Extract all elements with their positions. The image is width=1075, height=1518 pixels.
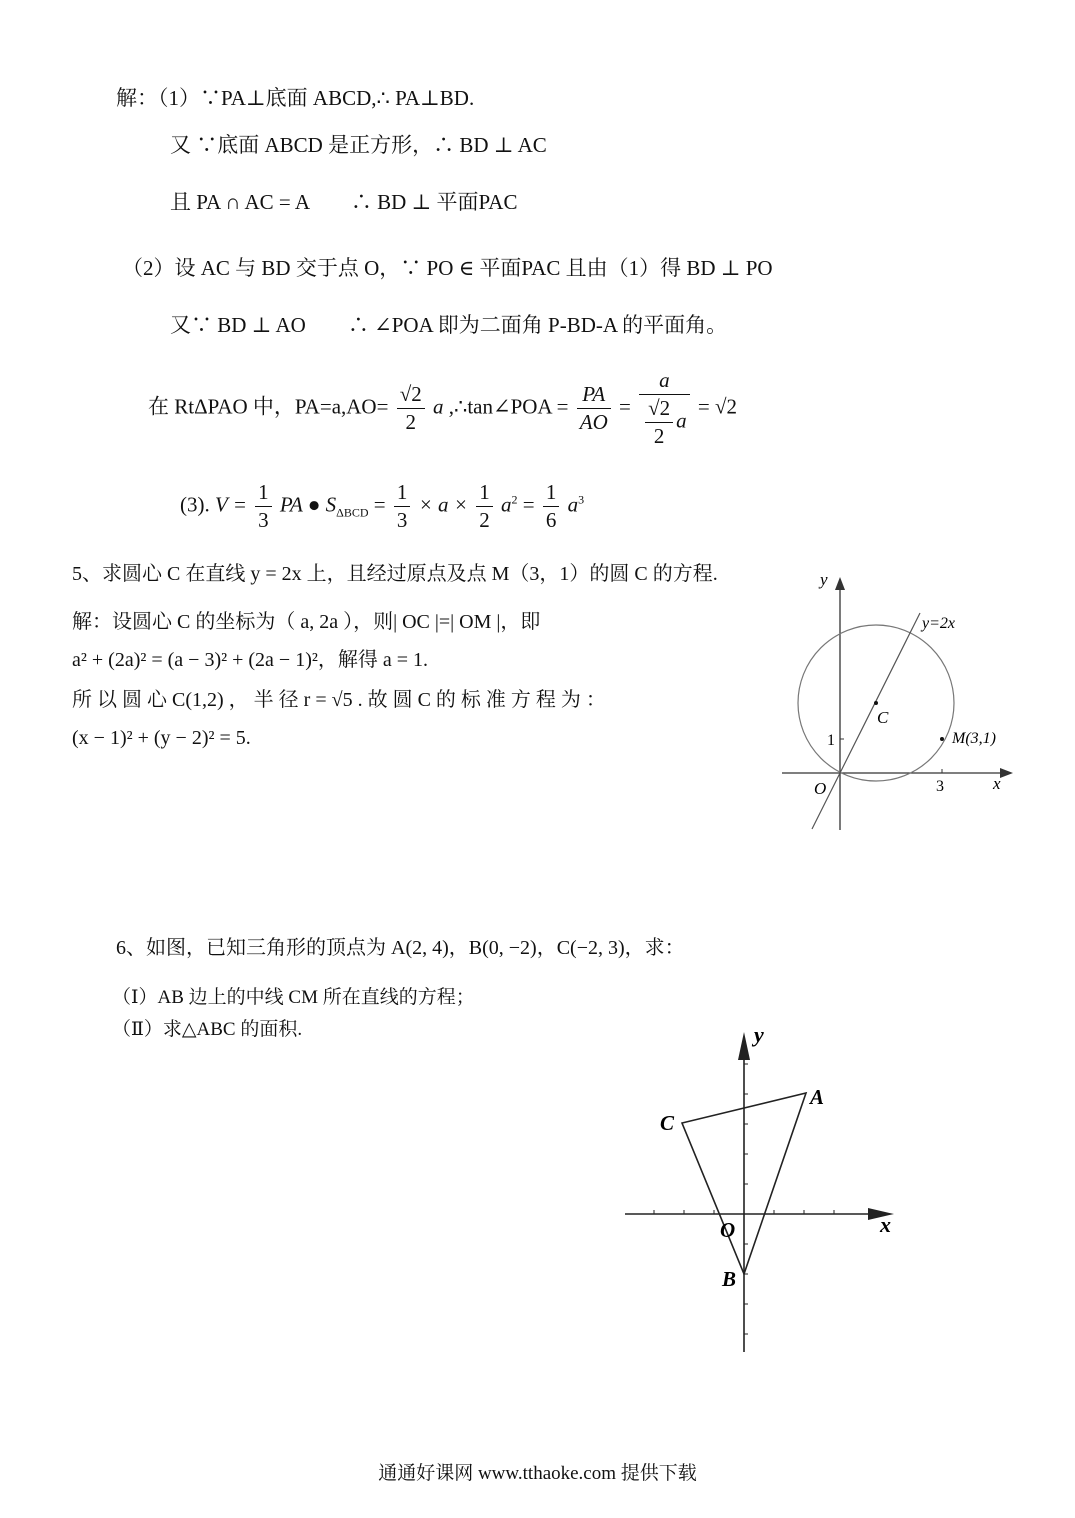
point-m	[940, 737, 944, 741]
sol4-line-6	[148, 368, 737, 450]
sol4-l6-frac-compound	[639, 368, 690, 450]
sol4-l7-eq: =	[373, 492, 386, 517]
inner-a: a	[676, 408, 687, 433]
frac-den: 2	[405, 410, 416, 435]
sol4-l7-a3: a	[567, 492, 579, 517]
frac-den: 3	[396, 508, 408, 533]
sol4-l6-result: √2	[715, 394, 738, 419]
tick-3-label: 3	[936, 778, 944, 795]
sol4-line-7	[180, 480, 584, 533]
frac-1-3	[255, 480, 272, 533]
center-label: C	[877, 708, 889, 727]
x-label: x	[993, 774, 1001, 793]
problem6-part-2: （Ⅱ）求△ABC 的面积.	[112, 1019, 303, 1040]
footer-credit: 通通好课网 www.tthaoke.com 提供下载	[378, 1463, 697, 1484]
problem6-question: 6、如图，已知三角形的顶点为 A(2, 4)，B(0, −2)，C(−2, 3)，求：	[116, 937, 685, 959]
origin-label: O	[720, 1218, 736, 1242]
sol4-l6-a: a	[432, 394, 444, 419]
sol4-l6-prefix: 在 RtΔPAO 中，PA=a,AO=	[148, 394, 389, 419]
problem5-sol-3: 所 以 圆 心 C(1,2) ， 半 径 r = √5 . 故 圆 C 的 标 准 方 程 为 ：	[72, 689, 606, 711]
frac-den: 2	[479, 508, 490, 533]
sol4-l7-sq: 2	[511, 492, 518, 507]
sol4-l6-frac-pa-ao	[577, 382, 611, 435]
figure6-triangle-graph	[620, 1022, 920, 1357]
frac-num: 1	[476, 480, 493, 507]
y-axis-arrow	[835, 577, 845, 590]
label-a: A	[810, 1085, 825, 1109]
frac-1-2	[476, 480, 493, 533]
y-axis-arrow	[738, 1032, 750, 1060]
frac-num: 1	[543, 480, 560, 507]
sol4-l7-times: × a ×	[418, 492, 468, 517]
frac-num: √2	[645, 396, 673, 423]
center-point	[874, 701, 878, 705]
x-label: x	[880, 1212, 891, 1237]
sol4-l6-eq: =	[619, 394, 631, 419]
frac-num: 1	[394, 480, 411, 507]
sol4-l7-v: V =	[215, 492, 247, 517]
figure5-circle-graph	[770, 565, 1030, 840]
sol4-line-5: 又∵ BD ⊥ AO ∴ ∠POA 即为二面角 P-BD-A 的平面角。	[170, 313, 728, 337]
sol4-l7-sub: ΔBCD	[336, 505, 369, 520]
sol4-line-2: 又 ∵底面 ABCD 是正方形，∴ BD ⊥ AC	[170, 133, 547, 157]
frac-den: 3	[258, 508, 269, 533]
sol4-l7-mid: PA ● S	[279, 492, 337, 517]
y-label: y	[820, 570, 828, 589]
origin-label: O	[814, 779, 827, 798]
m-label: M(3,1)	[952, 730, 996, 747]
problem5-sol-4: (x − 1)² + (y − 2)² = 5.	[72, 727, 251, 749]
y-label: y	[754, 1022, 764, 1047]
frac-1-6	[543, 480, 560, 533]
sol4-l6-eq2: =	[697, 394, 710, 419]
inner-frac	[645, 396, 673, 449]
frac-1-3b	[394, 480, 411, 533]
sol4-l7-eq2: =	[522, 492, 535, 517]
frac-den: 2	[653, 424, 665, 449]
x-axis-arrow	[1000, 768, 1013, 778]
tick-1-label: 1	[827, 732, 835, 749]
frac-num: 1	[255, 480, 272, 507]
sol4-l7-a2: a	[500, 492, 512, 517]
sol4-line-1: 解：（1）∵PA⊥底面 ABCD,∴ PA⊥BD.	[116, 86, 475, 110]
problem6-part-1: （Ⅰ）AB 边上的中线 CM 所在直线的方程；	[112, 987, 475, 1008]
problem5-sol-2: a² + (2a)² = (a − 3)² + (2a − 1)²，解得 a = 1.	[72, 649, 429, 671]
problem5-question: 5、求圆心 C 在直线 y = 2x 上，且经过原点及点 M（3，1）的圆 C 的方程.	[72, 563, 718, 585]
sol4-l6-frac-ao	[397, 382, 425, 435]
sol4-line-4: （2）设 AC 与 BD 交于点 O，∵ PO ∈ 平面PAC 且由（1）得 BD ⊥ PO	[122, 256, 773, 280]
sol4-line-3: 且 PA ∩ AC = A ∴ BD ⊥ 平面PAC	[170, 190, 518, 214]
frac-den: 6	[545, 508, 557, 533]
problem5-sol-1: 解：设圆心 C 的坐标为（ a, 2a ），则| OC |=| OM |，即	[72, 611, 541, 633]
line-y-2x	[812, 613, 920, 829]
label-b: B	[722, 1267, 737, 1291]
frac-den: AO	[579, 410, 608, 435]
sol4-l7-prefix: (3).	[180, 492, 210, 517]
frac-num: a	[639, 368, 690, 395]
frac-den	[639, 395, 690, 449]
frac-num: √2	[397, 382, 425, 409]
frac-num: PA	[577, 382, 611, 409]
label-c: C	[660, 1111, 675, 1135]
sol4-l6-tan: ,∴tan∠POA =	[448, 394, 569, 419]
sol4-l7-cube: 3	[578, 492, 585, 507]
line-label: y=2x	[922, 615, 955, 632]
